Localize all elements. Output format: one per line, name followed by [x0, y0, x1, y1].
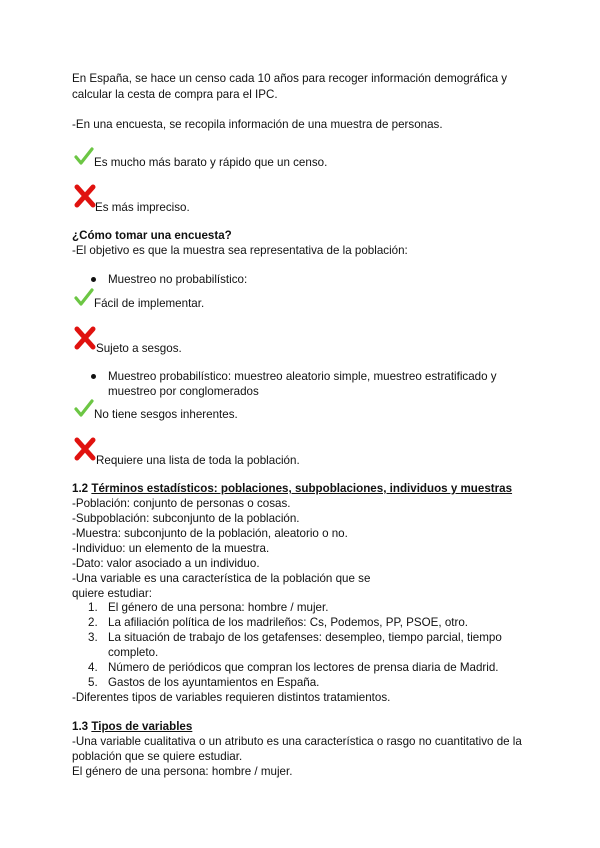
check-icon — [74, 398, 94, 418]
def-subpoblacion: -Subpoblación: subconjunto de la población. — [72, 512, 300, 525]
closing-text: -Diferentes tipos de variables requieren distintos tratamientos. — [72, 691, 391, 704]
no-prob-pro: Fácil de implementar. — [94, 297, 205, 310]
prob-con: Requiere una lista de toda la población. — [96, 454, 300, 467]
encuesta-pro: Es mucho más barato y rápido que un censo. — [94, 156, 328, 169]
section-13-number: 1.3 — [72, 720, 89, 733]
encuesta-con: Es más impreciso. — [95, 201, 190, 214]
list-item-cont: completo. — [108, 646, 159, 659]
section-13-line-1: -Una variable cualitativa o un atributo es una característica o rasgo no cuantitativo de la — [72, 735, 522, 748]
intro-line-1: En España, se hace un censo cada 10 años para recoger información demográfica y — [72, 72, 508, 85]
def-dato: -Dato: valor asociado a un individuo. — [72, 557, 260, 570]
objetivo-text: -El objetivo es que la muestra sea representativa de la población: — [72, 244, 408, 257]
check-icon — [74, 146, 94, 166]
cross-icon — [74, 326, 96, 350]
muestreo-prob-line-1: Muestreo probabilístico: muestreo aleatorio simple, muestreo estratificado y — [108, 370, 497, 383]
check-icon — [74, 287, 94, 307]
list-item: El género de una persona: hombre / mujer. — [108, 601, 329, 614]
como-heading: ¿Cómo tomar una encuesta? — [72, 229, 232, 242]
no-prob-con: Sujeto a sesgos. — [96, 342, 182, 355]
section-12-heading — [72, 481, 512, 496]
list-item: La situación de trabajo de los getafenses: desempleo, tiempo parcial, tiempo — [108, 631, 502, 644]
def-poblacion: -Población: conjunto de personas o cosas. — [72, 497, 291, 510]
section-13-line-2: población que se quiere estudiar. — [72, 750, 243, 763]
section-13-line-3: El género de una persona: hombre / mujer. — [72, 765, 293, 778]
muestreo-prob-line-2: muestreo por conglomerados — [108, 385, 259, 398]
intro-line-2: calcular la cesta de compra para el IPC. — [72, 88, 278, 101]
section-12-number: 1.2 — [72, 482, 89, 495]
def-muestra: -Muestra: subconjunto de la población, aleatorio o no. — [72, 527, 348, 540]
list-item: La afiliación política de los madrileños: Cs, Podemos, PP, PSOE, otro. — [108, 616, 469, 629]
cross-icon — [74, 437, 96, 461]
list-number: 4. — [88, 661, 98, 674]
list-number: 5. — [88, 676, 98, 689]
section-13-heading — [72, 719, 192, 734]
cross-icon — [74, 184, 96, 208]
list-number: 1. — [88, 601, 98, 614]
def-variable: -Una variable es una característica de la población que se — [72, 572, 371, 585]
def-variable-cont: quiere estudiar: — [72, 587, 152, 600]
bullet-dot — [91, 277, 96, 282]
list-item: Gastos de los ayuntamientos en España. — [108, 676, 320, 689]
section-13-title: Tipos de variables — [91, 720, 193, 733]
def-individuo: -Individuo: un elemento de la muestra. — [72, 542, 270, 555]
bullet-dot — [91, 374, 96, 379]
muestreo-no-prob: Muestreo no probabilístico: — [108, 273, 248, 286]
encuesta-text: -En una encuesta, se recopila información de una muestra de personas. — [72, 118, 443, 131]
list-item: Número de periódicos que compran los lectores de prensa diaria de Madrid. — [108, 661, 499, 674]
list-number: 2. — [88, 616, 98, 629]
section-12-title: Términos estadísticos: poblaciones, subpoblaciones, individuos y muestras — [91, 482, 513, 495]
list-number: 3. — [88, 631, 98, 644]
prob-pro: No tiene sesgos inherentes. — [94, 408, 238, 421]
